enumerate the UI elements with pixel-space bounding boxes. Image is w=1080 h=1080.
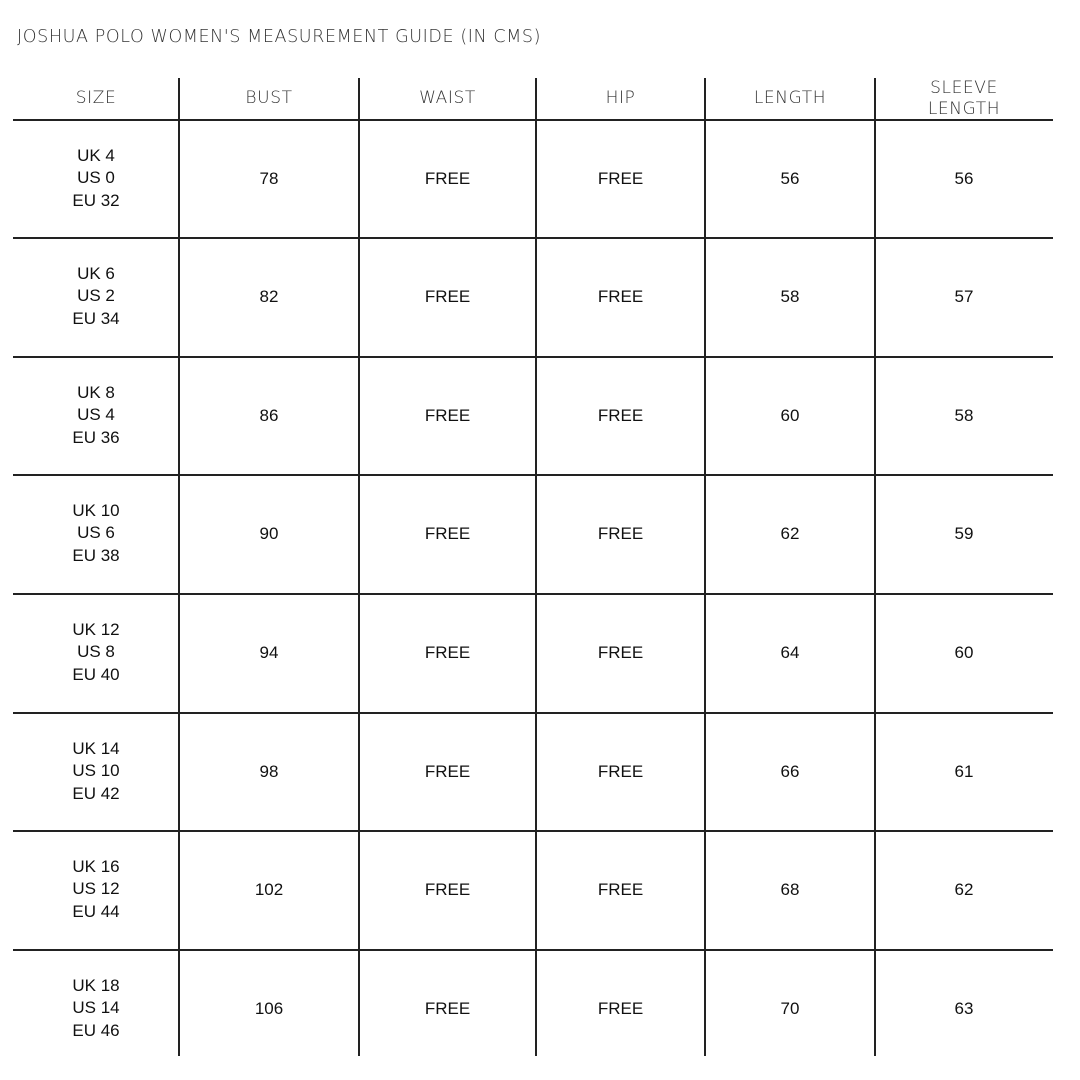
table-row bbox=[13, 950, 1053, 1067]
waist-value: FREE bbox=[424, 168, 471, 188]
size-cell bbox=[13, 950, 179, 1067]
waist-value: FREE bbox=[424, 879, 471, 899]
header-size: SIZE bbox=[75, 88, 117, 108]
bust-value: 82 bbox=[259, 286, 279, 306]
size-uk: UK 8 bbox=[77, 382, 115, 402]
size-eu: EU 38 bbox=[72, 545, 120, 565]
table-row bbox=[13, 831, 1053, 948]
size-cell bbox=[13, 357, 179, 474]
bust-value: 90 bbox=[259, 523, 279, 543]
sleeve-length-value: 59 bbox=[954, 523, 974, 543]
size-us: US 10 bbox=[72, 761, 120, 781]
header-bust: BUST bbox=[245, 88, 293, 108]
hip-value: FREE bbox=[597, 523, 644, 543]
size-eu: EU 36 bbox=[72, 427, 120, 447]
size-us: US 2 bbox=[77, 286, 115, 306]
size-uk: UK 18 bbox=[72, 975, 120, 995]
waist-value: FREE bbox=[424, 405, 471, 425]
size-cell bbox=[13, 713, 179, 830]
sleeve-length-value: 57 bbox=[954, 286, 974, 306]
size-eu: EU 34 bbox=[72, 308, 120, 328]
length-value: 62 bbox=[780, 523, 800, 543]
waist-value: FREE bbox=[424, 523, 471, 543]
length-value: 68 bbox=[780, 879, 800, 899]
size-us: US 8 bbox=[77, 642, 115, 662]
hip-value: FREE bbox=[597, 168, 644, 188]
bust-value: 102 bbox=[254, 879, 284, 899]
sleeve-length-value: 58 bbox=[954, 405, 974, 425]
table-row bbox=[13, 594, 1053, 711]
sleeve-length-value: 61 bbox=[954, 761, 974, 781]
size-cell bbox=[13, 238, 179, 355]
hip-value: FREE bbox=[597, 879, 644, 899]
table-row bbox=[13, 120, 1053, 237]
length-value: 66 bbox=[780, 761, 800, 781]
table-row bbox=[13, 475, 1053, 592]
length-value: 64 bbox=[780, 642, 800, 662]
bust-value: 86 bbox=[259, 405, 279, 425]
bust-value: 94 bbox=[259, 642, 279, 662]
size-cell bbox=[13, 594, 179, 711]
table-row bbox=[13, 357, 1053, 474]
hip-value: FREE bbox=[597, 998, 644, 1018]
size-uk: UK 4 bbox=[77, 145, 115, 165]
size-us: US 0 bbox=[77, 168, 115, 188]
size-cell bbox=[13, 831, 179, 948]
waist-value: FREE bbox=[424, 998, 471, 1018]
header-length: LENGTH bbox=[753, 88, 827, 108]
size-us: US 6 bbox=[77, 523, 115, 543]
bust-value: 106 bbox=[254, 998, 284, 1018]
waist-value: FREE bbox=[424, 286, 471, 306]
size-eu: EU 40 bbox=[72, 664, 120, 684]
table-row bbox=[13, 713, 1053, 830]
measurement-table bbox=[13, 78, 1053, 1056]
length-value: 60 bbox=[780, 405, 800, 425]
size-uk: UK 16 bbox=[72, 856, 120, 876]
bust-value: 78 bbox=[259, 168, 279, 188]
sleeve-length-value: 60 bbox=[954, 642, 974, 662]
hip-value: FREE bbox=[597, 405, 644, 425]
header-sleeve-length: SLEEVE LENGTH bbox=[927, 77, 1001, 119]
size-us: US 12 bbox=[72, 879, 120, 899]
size-us: US 4 bbox=[77, 405, 115, 425]
size-cell bbox=[13, 120, 179, 237]
size-uk: UK 12 bbox=[72, 619, 120, 639]
header-waist: WAIST bbox=[419, 88, 476, 108]
waist-value: FREE bbox=[424, 761, 471, 781]
size-uk: UK 14 bbox=[72, 738, 120, 758]
bust-value: 98 bbox=[259, 761, 279, 781]
size-cell bbox=[13, 475, 179, 592]
sleeve-length-value: 63 bbox=[954, 998, 974, 1018]
page-title: JOSHUA POLO WOMEN'S MEASUREMENT GUIDE (IN CMS) bbox=[17, 27, 542, 47]
hip-value: FREE bbox=[597, 761, 644, 781]
length-value: 56 bbox=[780, 168, 800, 188]
table-row bbox=[13, 238, 1053, 355]
size-uk: UK 10 bbox=[72, 500, 120, 520]
sleeve-length-value: 56 bbox=[954, 168, 974, 188]
size-eu: EU 32 bbox=[72, 190, 120, 210]
hip-value: FREE bbox=[597, 642, 644, 662]
size-eu: EU 42 bbox=[72, 783, 120, 803]
waist-value: FREE bbox=[424, 642, 471, 662]
table-header-row bbox=[13, 78, 1053, 119]
size-eu: EU 46 bbox=[72, 1020, 120, 1040]
hip-value: FREE bbox=[597, 286, 644, 306]
sleeve-length-value: 62 bbox=[954, 879, 974, 899]
header-hip: HIP bbox=[605, 88, 636, 108]
size-us: US 14 bbox=[72, 998, 120, 1018]
size-uk: UK 6 bbox=[77, 263, 115, 283]
length-value: 58 bbox=[780, 286, 800, 306]
length-value: 70 bbox=[780, 998, 800, 1018]
size-eu: EU 44 bbox=[72, 901, 120, 921]
